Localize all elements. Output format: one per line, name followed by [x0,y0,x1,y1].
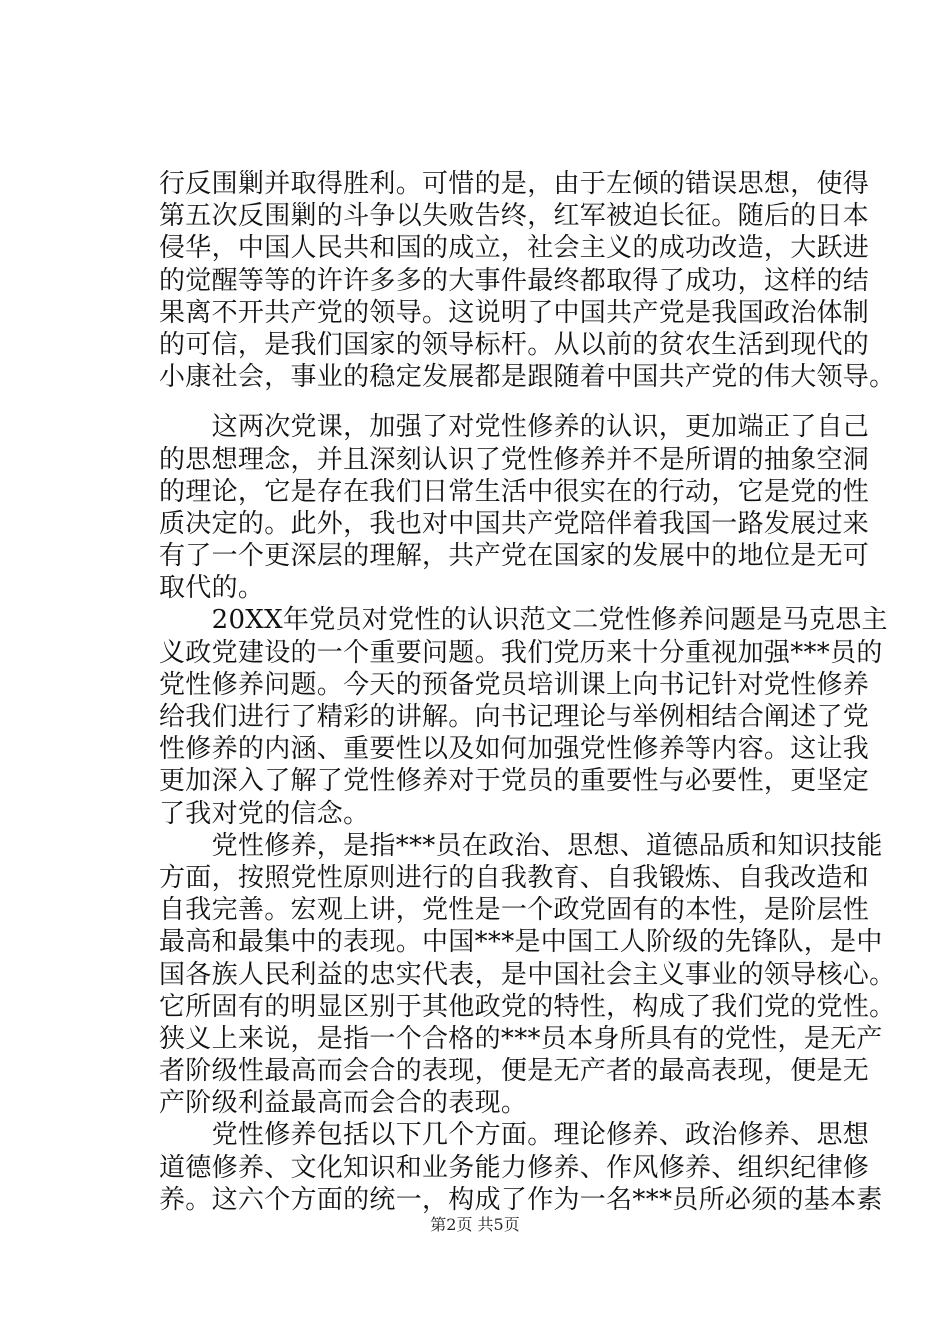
paragraph-4 [159,830,896,1120]
paragraph-spacer [159,393,859,411]
text-line: 20XX年党员对党性的认识范文二党性修养问题是马克思主 [159,605,888,636]
text-line: 党性修养，是指***员在政治、思想、道德品质和知识技能 [159,830,883,861]
text-line: 第五次反围剿的斗争以失败告终，红军被迫长征。随后的日本 [159,201,870,232]
text-line: 国各族人民利益的忠实代表，是中国社会主义事业的领导核心。 [159,959,896,990]
text-line: 有了一个更深层的理解，共产党在国家的发展中的地位是无可 [159,541,870,572]
text-line: 性修养的内涵、重要性以及如何加强党性修养等内容。这让我 [159,734,870,765]
text-line: 的觉醒等等的许许多多的大事件最终都取得了成功，这样的结 [159,265,870,296]
text-line: 者阶级性最高而会合的表现，便是无产者的最高表现，便是无 [159,1056,870,1087]
text-line: 方面，按照党性原则进行的自我教育、自我锻炼、自我改造和 [159,862,870,893]
text-line: 质决定的。此外，我也对中国共产党陪伴着我国一路发展过来 [159,508,870,539]
text-line: 的思想理念，并且深刻认识了党性修养并不是所谓的抽象空洞 [159,444,870,475]
text-line: 更加深入了解了党性修养对于党员的重要性与必要性，更坚定 [159,766,870,797]
text-line: 小康社会，事业的稳定发展都是跟随着中国共产党的伟大领导。 [159,362,896,393]
text-line: 这两次党课，加强了对党性修养的认识，更加端正了自己 [159,412,870,443]
paragraph-1 [159,168,896,393]
paragraph-5 [159,1119,883,1216]
page-footer [0,1215,950,1235]
text-line: 了我对党的信念。 [159,798,370,829]
text-line: 取代的。 [159,573,265,604]
text-line: 最高和最集中的表现。中国***是中国工人阶级的先锋队，是中 [159,927,883,958]
text-line: 狭义上来说，是指一个合格的***员本身所具有的党性，是无产 [159,1023,883,1054]
text-line: 党性修养问题。今天的预备党员培训课上向书记针对党性修养 [159,669,870,700]
paragraph-2 [159,411,870,604]
text-line: 的理论，它是存在我们日常生活中很实在的行动，它是党的性 [159,476,870,507]
text-line: 产阶级利益最高而会合的表现。 [159,1088,528,1119]
text-line: 的可信，是我们国家的领导标杆。从以前的贫农生活到现代的 [159,329,870,360]
text-line: 它所固有的明显区别于其他政党的特性，构成了我们党的党性。 [159,991,896,1022]
text-line: 义政党建设的一个重要问题。我们党历来十分重视加强***员的 [159,637,883,668]
text-line: 给我们进行了精彩的讲解。向书记理论与举例相结合阐述了党 [159,702,870,732]
paragraph-3 [159,604,888,829]
text-line: 侵华，中国人民共和国的成立，社会主义的成功改造，大跃进 [159,233,870,264]
text-line: 党性修养包括以下几个方面。理论修养、政治修养、思想 [159,1120,870,1151]
text-line: 道德修养、文化知识和业务能力修养、作风修养、组织纪律修 [159,1152,870,1183]
text-line: 果离不开共产党的领导。这说明了中国共产党是我国政治体制 [159,297,870,328]
text-line: 行反围剿并取得胜利。可惜的是，由于左倾的错误思想，使得 [159,169,870,199]
text-line: 自我完善。宏观上讲，党性是一个政党固有的本性，是阶层性 [159,895,870,926]
document-body [159,168,896,1216]
page-number: 第2页 共5页 [430,1215,520,1234]
text-line: 养。这六个方面的统一，构成了作为一名***员所必须的基本素 [159,1184,883,1215]
